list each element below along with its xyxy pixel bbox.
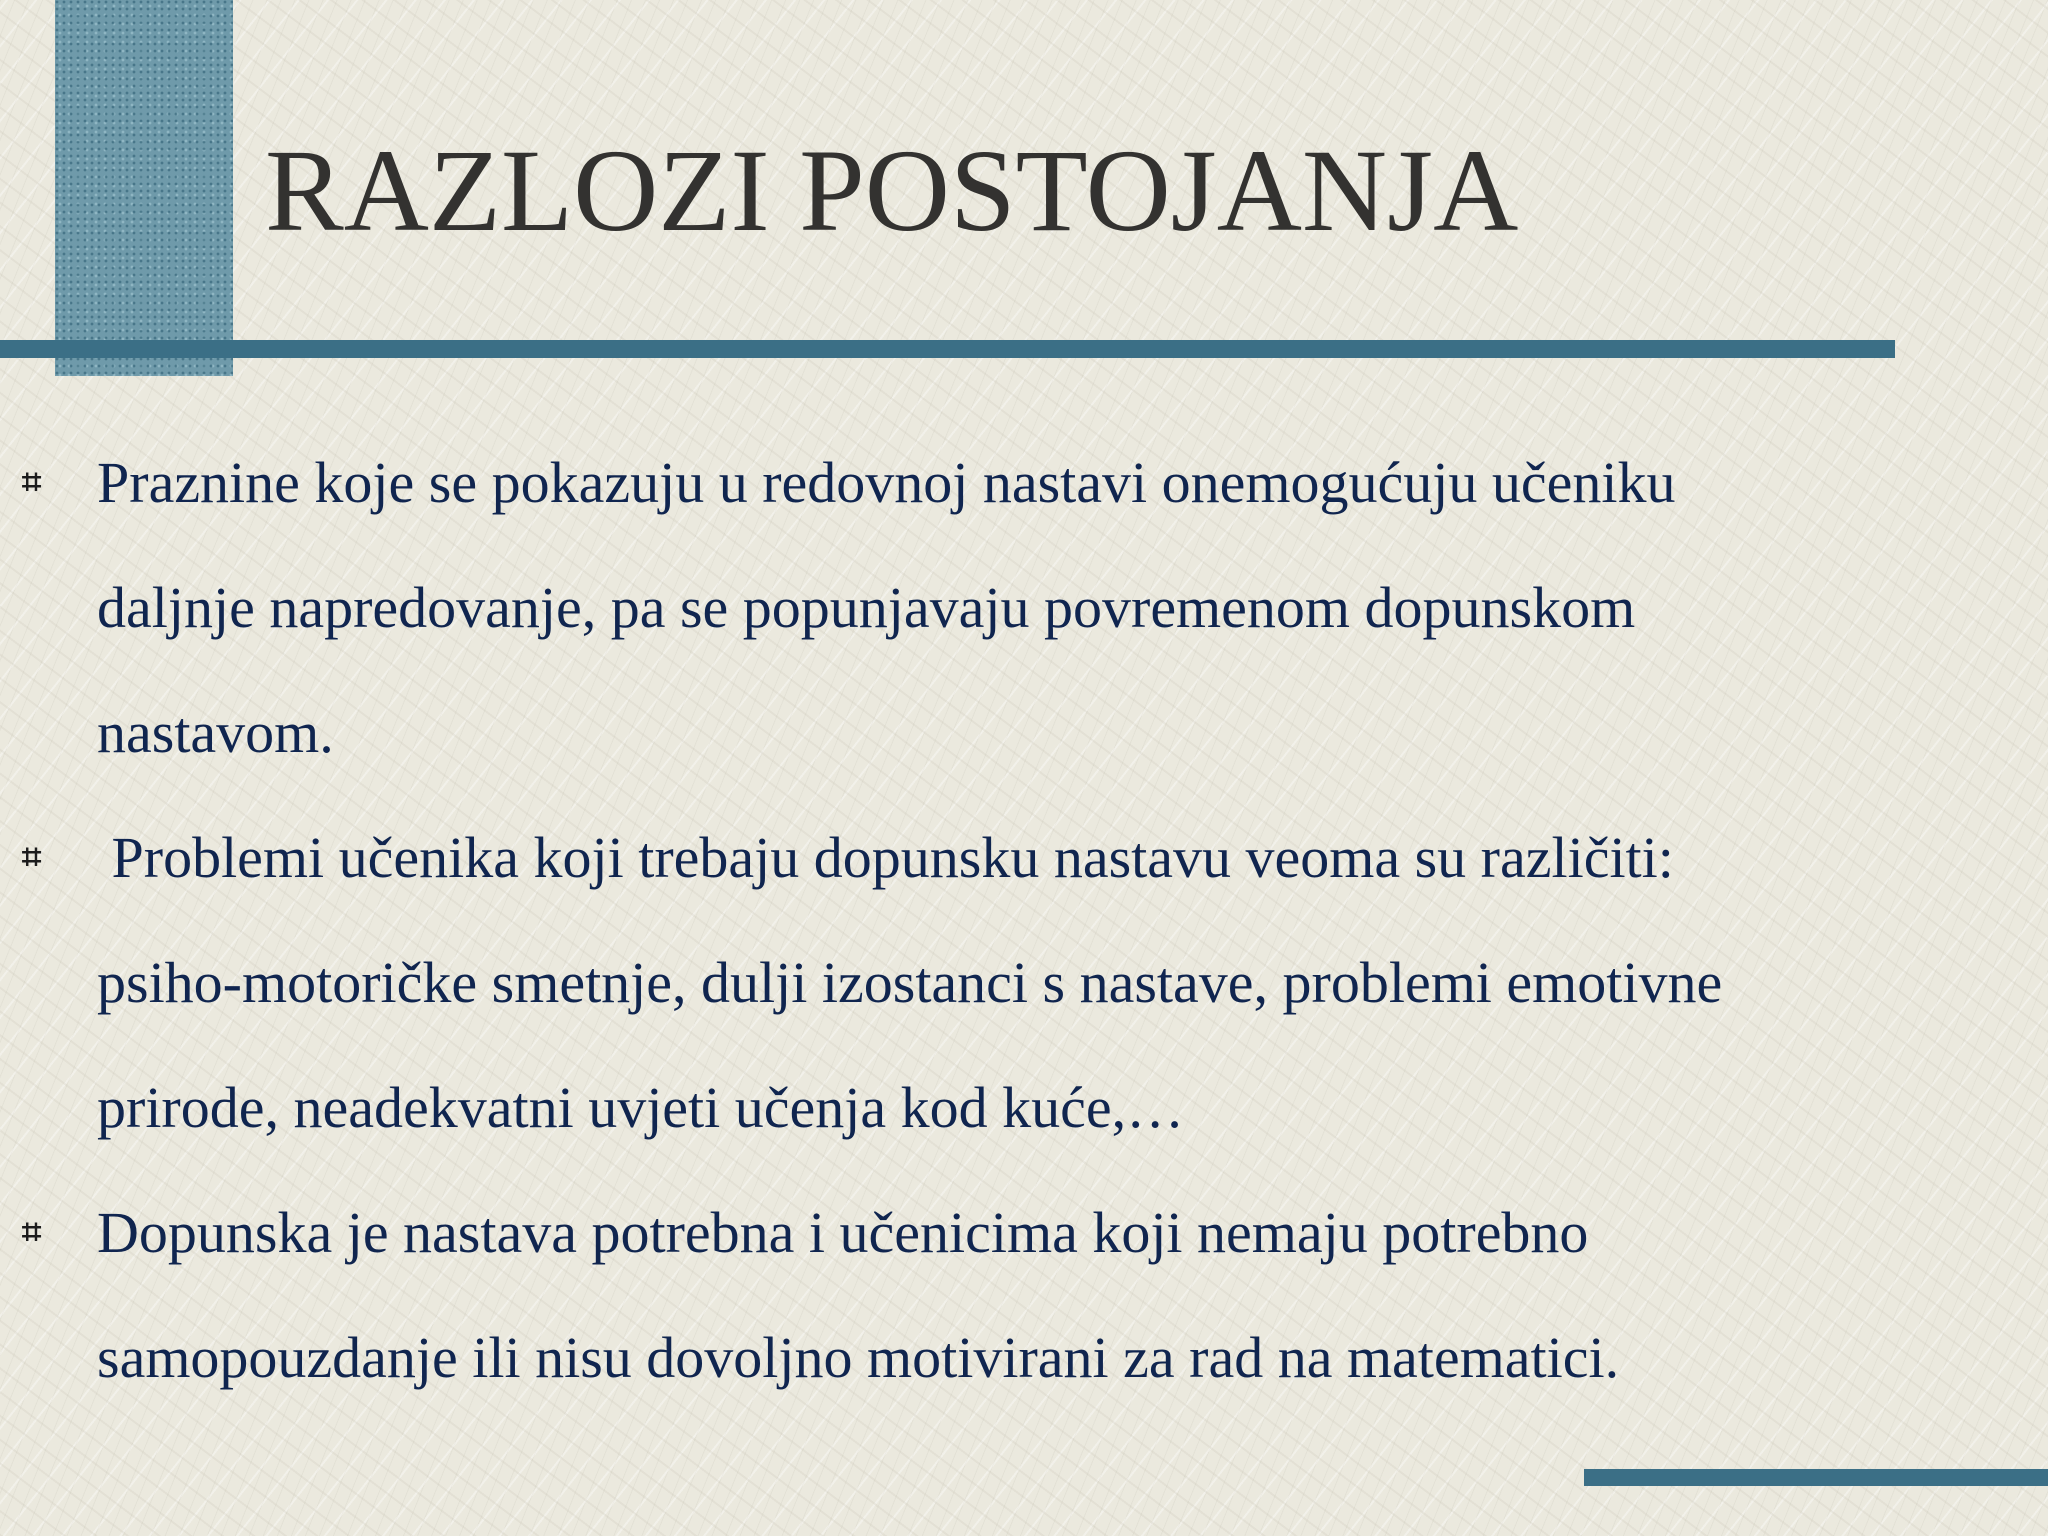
title-underline-rule [0,340,1895,358]
bullet-line: Problemi učenika koji trebaju dopunsku nastavu veoma su različiti: [97,825,1674,890]
footer-accent-rule [1584,1469,2048,1486]
hash-icon: ⌗ [22,1212,42,1252]
bullet-item [0,420,2048,795]
bullet-line: daljnje napredovanje, pa se popunjavaju povremenom dopunskom [97,575,1636,640]
bullet-item [0,1170,2048,1420]
hash-icon: ⌗ [22,462,42,502]
bullet-line: psiho-motoričke smetnje, dulji izostanci s nastave, problemi emotivne [97,950,1723,1015]
slide-title: RAZLOZI POSTOJANJA [265,125,1519,256]
bullet-line: Praznine koje se pokazuju u redovnoj nastavi onemogućuju učeniku [97,450,1676,515]
decorative-side-block [55,0,233,376]
hash-icon: ⌗ [22,837,42,877]
bullet-line: prirode, neadekvatni uvjeti učenja kod kuće,… [97,1075,1185,1140]
bullet-line: nastavom. [97,700,334,765]
bullet-line: samopouzdanje ili nisu dovoljno motivirani za rad na matematici. [97,1325,1620,1390]
bullet-line: Dopunska je nastava potrebna i učenicima koji nemaju potrebno [97,1200,1589,1265]
bullet-list [0,420,2048,1420]
bullet-item [0,795,2048,1170]
